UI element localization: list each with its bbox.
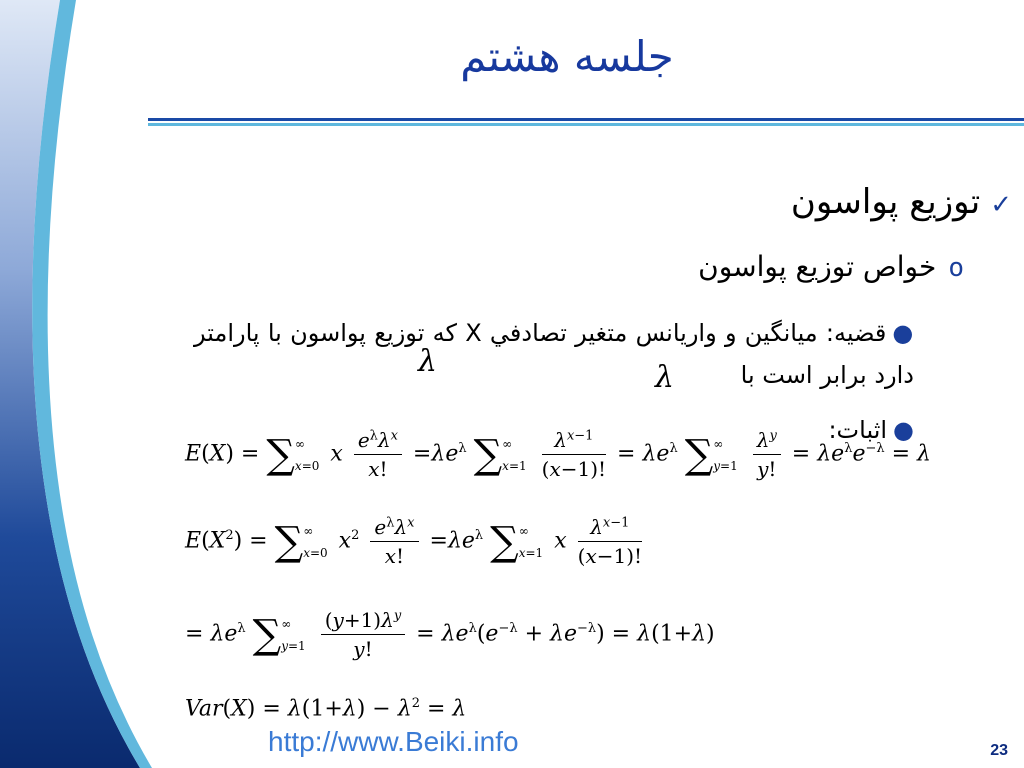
circle-bullet-icon: o <box>948 253 964 283</box>
equation-second-moment: $E(X^2)$ = ∑ ∞ x=0 $x^2$ $\frac{e^\lambda\lambda^x}{x!}$ $=\lambda e^\lambda$ ∑ ∞ x=1 x $\frac{\lambda^{x-1}}{(x-1)!}$ <box>185 515 643 568</box>
bullet1-text: توزیع پواسون <box>790 182 981 222</box>
theorem-text: قضیه: میانگین و واریانس متغیر تصادفي X که توزیع پواسون با پارامتر دارد برابر است با <box>194 319 914 389</box>
lambda-symbol: λ <box>418 344 438 379</box>
checkmark-icon: ✓ <box>990 190 1012 220</box>
bullet-poisson-properties <box>698 250 964 283</box>
bullet-poisson-distribution <box>791 182 1012 222</box>
proof-text: اثبات: <box>828 416 888 444</box>
page-number: 23 <box>990 742 1008 759</box>
slide-title: جلسه هشتم <box>460 32 674 81</box>
equation-second-moment-cont: = $\lambda e^\lambda$ ∑ ∞ y=1 $\frac{(y+1)\lambda^y}{y!}$ = $\lambda e^\lambda(e^{-\lambda} + \lambda e^{-\lambda}) = \lambda(1+\lambda)$ <box>185 608 715 661</box>
dot-bullet-icon: ● <box>892 319 914 347</box>
dot-bullet-icon: ● <box>893 416 914 444</box>
equation-mean: E(X) = ∑ ∞ x=0 x $\frac{e^\lambda\lambda^x}{x!}$ $=\lambda e^\lambda$ ∑ ∞ x=1 $\frac{\lambda^{x-1}}{(x-1)!}$ = $\lambda e^\lambda$ ∑ ∞ y=1 $\frac{\lambda^y}{y!}$ = $\lambda e^\lambda e^{-\lambda} = \lambda$ <box>185 428 931 481</box>
theorem-statement <box>194 312 914 396</box>
title-divider <box>148 118 1024 127</box>
equation-variance: $Var(X) = \lambda(1+\lambda) - \lambda^2 = \lambda$ <box>185 696 467 722</box>
footer-url-link[interactable]: http://www.Beiki.info <box>268 726 519 757</box>
sidebar-decoration <box>0 0 160 768</box>
lambda-symbol: λ <box>655 360 675 395</box>
bullet2-text: خواص توزیع پواسون <box>698 250 937 283</box>
